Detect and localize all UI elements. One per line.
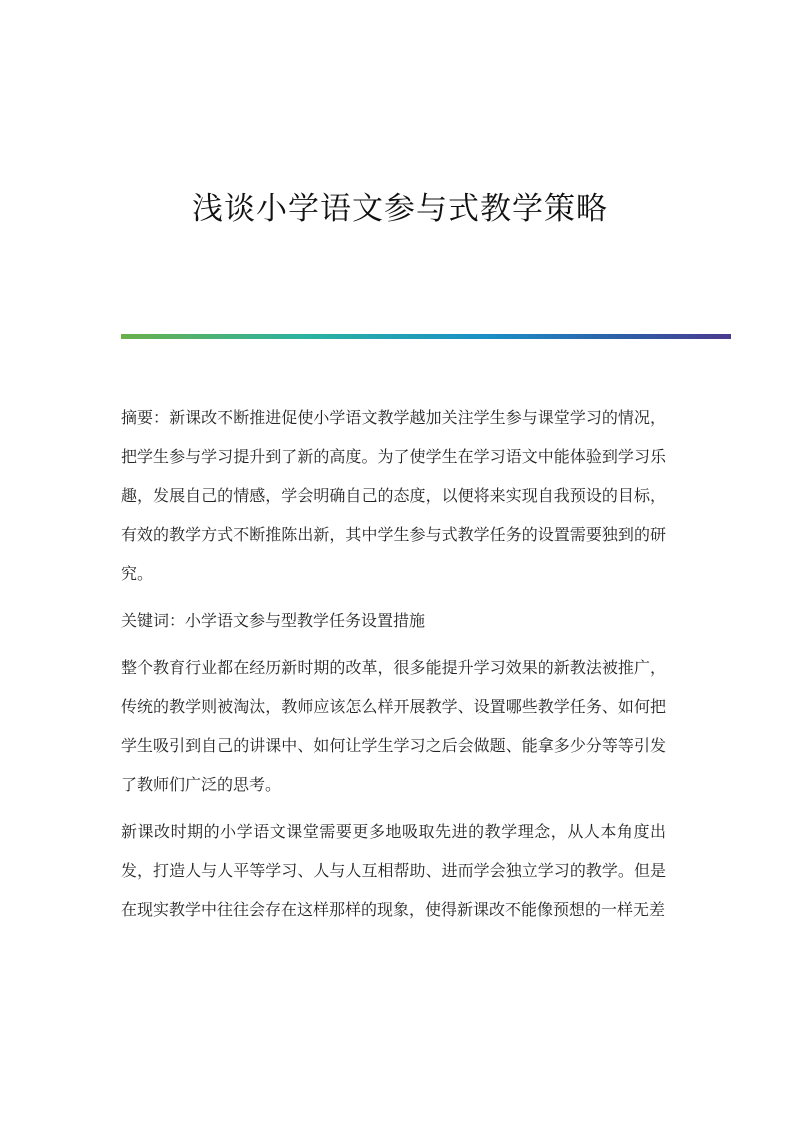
document-body bbox=[121, 398, 666, 937]
abstract-paragraph: 摘要：新课改不断推进促使小学语文教学越加关注学生参与课堂学习的情况，把学生参与学习提升到了新的高度。为了使学生在学习语文中能体验到学习乐趣，发展自己的情感，学会明确自己的态度，以便将来实现自我预设的目标，有效的教学方式不断推陈出新，其中学生参与式教学任务的设置需要独到的研究。 bbox=[121, 408, 666, 583]
title-divider bbox=[121, 334, 731, 339]
keywords-line: 关键词：小学语文参与型教学任务设置措施 bbox=[121, 611, 426, 630]
document-title: 浅谈小学语文参与式教学策略 bbox=[192, 191, 608, 227]
body-paragraph-2: 新课改时期的小学语文课堂需要更多地吸取先进的教学理念，从人本角度出发，打造人与人平等学习、人与人互相帮助、进而学会独立学习的教学。但是在现实教学中往往会存在这样那样的现象，使得新课改不能像预想的一样无差 bbox=[121, 822, 666, 919]
body-paragraph-1: 整个教育行业都在经历新时期的改革，很多能提升学习效果的新教法被推广，传统的教学则被淘汰，教师应该怎么样开展教学、设置哪些教学任务、如何把学生吸引到自己的讲课中、如何让学生学习之后会做题、能拿多少分等等引发了教师们广泛的思考。 bbox=[121, 658, 666, 794]
